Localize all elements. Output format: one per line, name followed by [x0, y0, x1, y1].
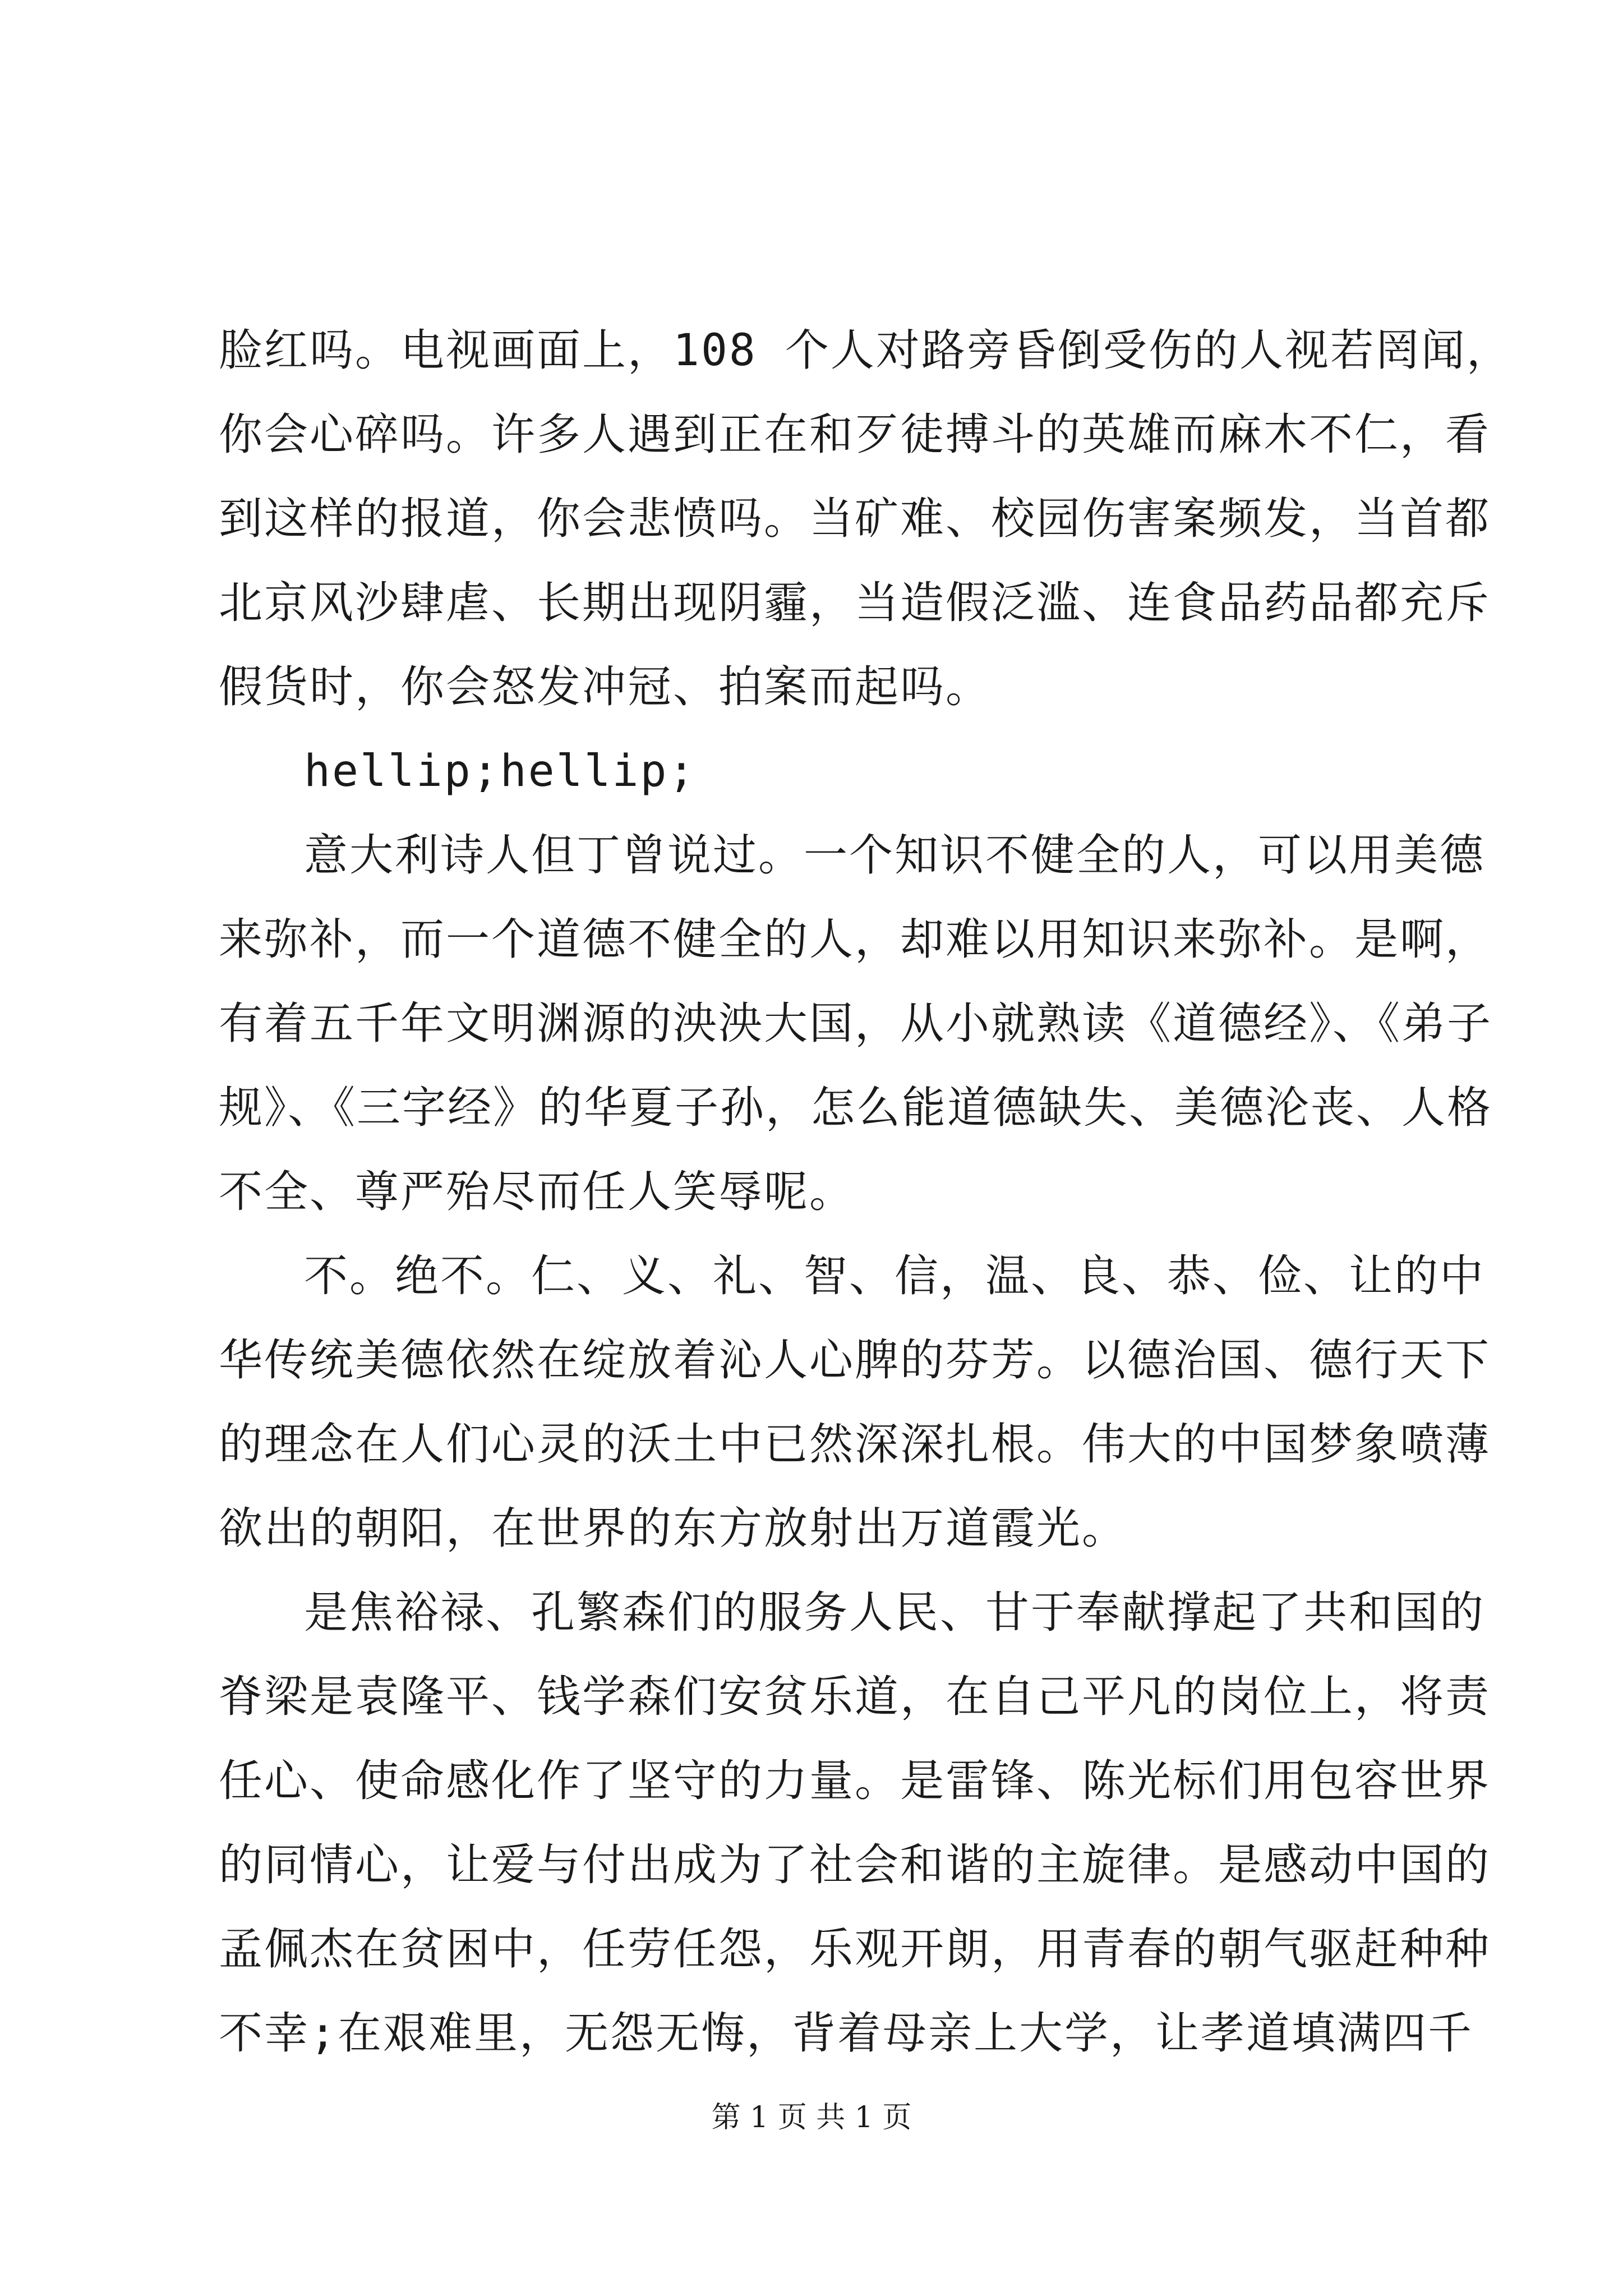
text-line: 有着五千年文明渊源的泱泱大国，从小就熟读《道德经》、《弟子	[219, 999, 1493, 1049]
text-line: 是焦裕禄、孔繁森们的服务人民、甘于奉献撑起了共和国的	[304, 1588, 1486, 1638]
text-line: 孟佩杰在贫困中，任劳任怨，乐观开朗，用青春的朝气驱赶种种	[219, 1924, 1491, 1975]
text-line: 不全、尊严殆尽而任人笑辱呢。	[219, 1167, 855, 1217]
text-line: 任心、使命感化作了坚守的力量。是雷锋、陈光标们用包容世界	[219, 1756, 1491, 1806]
text-line: 的理念在人们心灵的沃土中已然深深扎根。伟大的中国梦象喷薄	[219, 1419, 1491, 1470]
text-line: 到这样的报道，你会悲愤吗。当矿难、校园伤害案频发，当首都	[219, 494, 1491, 544]
text-line: 华传统美德依然在绽放着沁人心脾的芬芳。以德治国、德行天下	[219, 1335, 1491, 1386]
text-line: 欲出的朝阳，在世界的东方放射出万道霞光。	[219, 1503, 1128, 1554]
text-line: 不。绝不。仁、义、礼、智、信，温、良、恭、俭、让的中	[304, 1251, 1486, 1301]
text-line: 意大利诗人但丁曾说过。一个知识不健全的人，可以用美德	[304, 830, 1486, 881]
text-line: 规》、《三字经》的华夏子孙，怎么能道德缺失、美德沦丧、人格	[219, 1083, 1493, 1133]
page-footer: 第 1 页 共 1 页	[711, 2101, 912, 2134]
text-line: 脊梁是袁隆平、钱学森们安贫乐道，在自己平凡的岗位上，将责	[219, 1672, 1491, 1722]
text-line: 来弥补，而一个道德不健全的人，却难以用知识来弥补。是啊，	[219, 914, 1491, 965]
text-line: hellip;hellip;	[304, 746, 697, 797]
text-line: 北京风沙肆虐、长期出现阴霾，当造假泛滥、连食品药品都充斥	[219, 578, 1491, 628]
text-line: 不幸;在艰难里，无怨无悔，背着母亲上大学，让孝道填满四千	[219, 2008, 1473, 2059]
text-line: 的同情心，让爱与付出成为了社会和谐的主旋律。是感动中国的	[219, 1840, 1491, 1890]
text-line: 脸红吗。电视画面上，108 个人对路旁昏倒受伤的人视若罔闻，	[219, 325, 1512, 376]
text-line: 你会心碎吗。许多人遇到正在和歹徒搏斗的英雄而麻木不仁，看	[219, 409, 1491, 460]
text-line: 假货时，你会怒发冲冠、拍案而起吗。	[219, 662, 992, 712]
